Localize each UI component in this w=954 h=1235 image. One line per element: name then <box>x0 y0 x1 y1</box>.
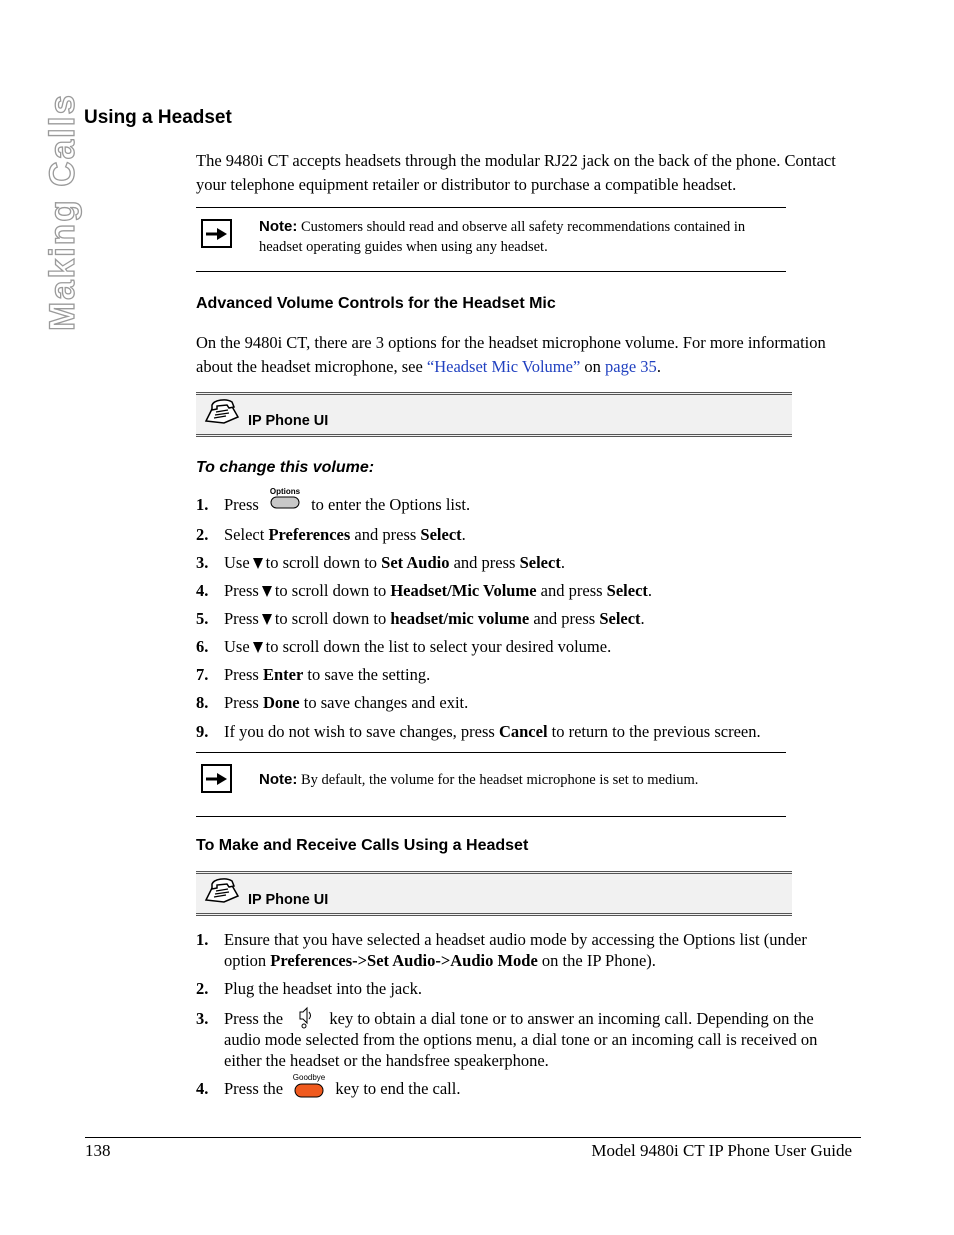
note-label: Note: <box>259 218 298 235</box>
step-bold: Preferences <box>268 525 351 544</box>
options-key-label: Options <box>269 487 301 497</box>
step-text: . <box>461 525 466 544</box>
step-text: . <box>640 609 645 628</box>
step-number: 5. <box>196 609 209 628</box>
phone-icon <box>204 878 240 904</box>
step-bold: Select <box>519 553 561 572</box>
step-text: key to obtain a dial tone or to answer an incoming call. Depending on the audio mode selected from the options menu, a dial tone or an incoming call is received on either the headset or the handsfree speakerphone. <box>224 1009 818 1070</box>
step-text: to scroll down to <box>265 553 382 572</box>
step-text: to enter the Options list. <box>311 495 471 514</box>
note-body: Customers should read and observe all safety recommendations contained in headset operating guides when using any headset. <box>259 219 746 255</box>
note-box-default-volume <box>196 752 786 817</box>
step-text: Ensure that you have selected a headset audio mode by accessing the Options list (under option <box>224 930 807 970</box>
volume-paragraph <box>196 331 860 379</box>
step-number: 3. <box>196 553 209 572</box>
step-text: If you do not wish to save changes, press <box>224 722 499 741</box>
step-text: on the IP Phone). <box>537 951 656 970</box>
step-text: . <box>560 553 565 572</box>
step-bold: Select <box>420 525 462 544</box>
step-text: to scroll down to <box>274 581 391 600</box>
step-text: Plug the headset into the jack. <box>224 979 422 998</box>
step-text: Press the <box>224 1009 284 1028</box>
section-title: Using a Headset <box>84 107 232 128</box>
subsection-title-calls: To Make and Receive Calls Using a Headset <box>196 837 529 854</box>
step-bold: Select <box>606 581 648 600</box>
down-arrow-icon <box>253 642 263 653</box>
list-item <box>196 929 846 971</box>
step-number: 1. <box>196 930 209 949</box>
goodbye-key-label: Goodbye <box>293 1073 326 1083</box>
step-text: Press <box>224 609 259 628</box>
note-text <box>259 217 786 257</box>
step-text: . <box>647 581 653 600</box>
step-text: to save the setting. <box>303 665 431 684</box>
step-number: 2. <box>196 525 209 544</box>
procedure-title: To change this volume: <box>196 459 375 476</box>
page-35-link[interactable]: page 35 <box>605 357 657 376</box>
step-text: Press <box>224 693 263 712</box>
note-box-safety <box>196 207 786 272</box>
step-text: to scroll down the list to select your desired volume. <box>265 637 612 656</box>
chapter-side-title: Making Calls <box>43 93 82 331</box>
paragraph-text: On the 9480i CT, there are 3 options for the headset microphone volume. For more information about the headset microphone, see <box>196 333 826 376</box>
options-key-icon <box>263 487 307 516</box>
step-text: Press <box>224 665 263 684</box>
down-arrow-icon <box>262 586 272 597</box>
page-number: 138 <box>85 1141 111 1160</box>
paragraph-text: . <box>656 357 661 376</box>
step-bold: Cancel <box>498 722 548 741</box>
step-number: 4. <box>196 1079 209 1098</box>
step-bold: Enter <box>262 665 304 684</box>
step-text: Use <box>224 553 250 572</box>
step-text: and press <box>449 553 520 572</box>
step-number: 2. <box>196 979 209 998</box>
note-label: Note: <box>259 771 298 788</box>
step-number: 9. <box>196 722 209 741</box>
headset-mic-volume-link[interactable]: “Headset Mic Volume” <box>426 357 581 376</box>
step-text: to save changes and exit. <box>299 693 469 712</box>
ip-phone-ui-bar <box>196 392 792 437</box>
headset-key-icon <box>287 1012 325 1028</box>
step-bold: Select <box>599 609 641 628</box>
note-text <box>259 770 786 790</box>
step-number: 6. <box>196 637 209 656</box>
paragraph-text: on <box>580 357 606 376</box>
arrow-right-icon <box>201 764 232 793</box>
down-arrow-icon <box>262 614 272 625</box>
step-bold: Preferences->Set Audio->Audio Mode <box>270 951 538 970</box>
step-bold: Set Audio <box>381 553 450 572</box>
step-text: Select <box>224 525 269 544</box>
step-text: Use <box>224 637 250 656</box>
step-number: 8. <box>196 693 209 712</box>
step-text: and press <box>536 581 607 600</box>
ip-phone-ui-bar <box>196 871 792 916</box>
step-text: Press <box>224 581 259 600</box>
phone-icon <box>204 399 240 425</box>
step-text: Press <box>224 495 259 514</box>
note-body: By default, the volume for the headset microphone is set to medium. <box>300 772 699 788</box>
step-text: key to end the call. <box>335 1079 461 1098</box>
arrow-right-icon <box>201 219 232 248</box>
step-number: 4. <box>196 581 209 600</box>
step-bold: Done <box>262 693 300 712</box>
ip-phone-ui-label: IP Phone UI <box>248 413 329 429</box>
step-bold: Headset/Mic Volume <box>390 581 537 600</box>
subsection-title-volume: Advanced Volume Controls for the Headset Mic <box>196 295 556 312</box>
ip-phone-ui-label: IP Phone UI <box>248 892 329 908</box>
footer-divider <box>85 1137 861 1138</box>
step-number: 3. <box>196 1009 209 1028</box>
step-bold: headset/mic volume <box>390 609 530 628</box>
step-number: 7. <box>196 665 209 684</box>
down-arrow-icon <box>253 558 263 569</box>
step-number: 1. <box>196 495 209 514</box>
step-text: and press <box>350 525 421 544</box>
step-text: to scroll down to <box>274 609 391 628</box>
guide-title: Model 9480i CT IP Phone User Guide <box>591 1141 852 1160</box>
intro-paragraph: The 9480i CT accepts headsets through the modular RJ22 jack on the back of the phone. Contact your telephone equipment retailer or distributor to purchase a compatible headset. <box>196 151 836 194</box>
step-text: and press <box>529 609 600 628</box>
step-text: to return to the previous screen. <box>547 722 761 741</box>
goodbye-key-icon <box>287 1073 331 1100</box>
step-text: Press the <box>224 1079 284 1098</box>
